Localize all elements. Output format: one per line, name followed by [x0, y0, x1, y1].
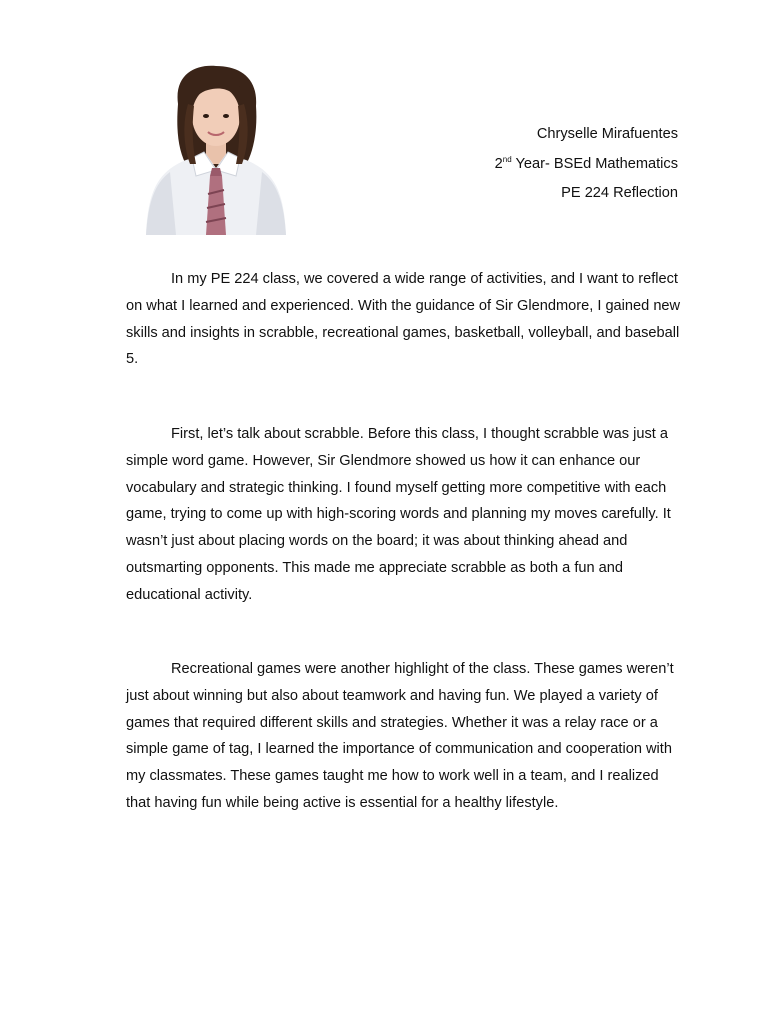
year-program: [495, 150, 678, 180]
header-block: [495, 120, 678, 209]
year-ordinal: nd: [502, 154, 512, 164]
paragraph-intro: In my PE 224 class, we covered a wide range of activities, and I want to reflect on what I learned and experienced. With the guidance of Sir Glendmore, I gained new skills and insights in scrabble, recreational games, basketball, volleyball, and baseball 5.: [126, 271, 681, 368]
year-number: 2: [494, 155, 503, 172]
student-portrait-icon: [126, 44, 304, 235]
student-name: Chryselle Mirafuentes: [536, 126, 678, 142]
paragraph-scrabble: First, let’s talk about scrabble. Before this class, I thought scrabble was just a simple word game. However, Sir Glendmore showed us how it can enhance our vocabulary and strategic thinking. I found myself getting more competitive with each game, trying to come up with high-scoring words and planning my moves carefully. It wasn’t just about placing words on the board; it was about thinking ahead and outsmarting opponents. This made me appreciate scrabble as both a fun and educational activity.: [126, 426, 671, 603]
paragraph-recreational-games: Recreational games were another highlight of the class. These games weren’t just about winning but also about teamwork and having fun. We played a variety of games that required different skills and strategies. Whether it was a relay race or a simple game of tag, I learned the importance of communication and cooperation with my classmates. These games taught me how to work well in a team, and I realized that having fun while being active is essential for a healthy lifestyle.: [126, 661, 674, 811]
student-photo: [126, 44, 304, 235]
year-program-text: Year- BSEd Mathematics: [511, 155, 678, 172]
course-title: PE 224 Reflection: [561, 185, 678, 201]
